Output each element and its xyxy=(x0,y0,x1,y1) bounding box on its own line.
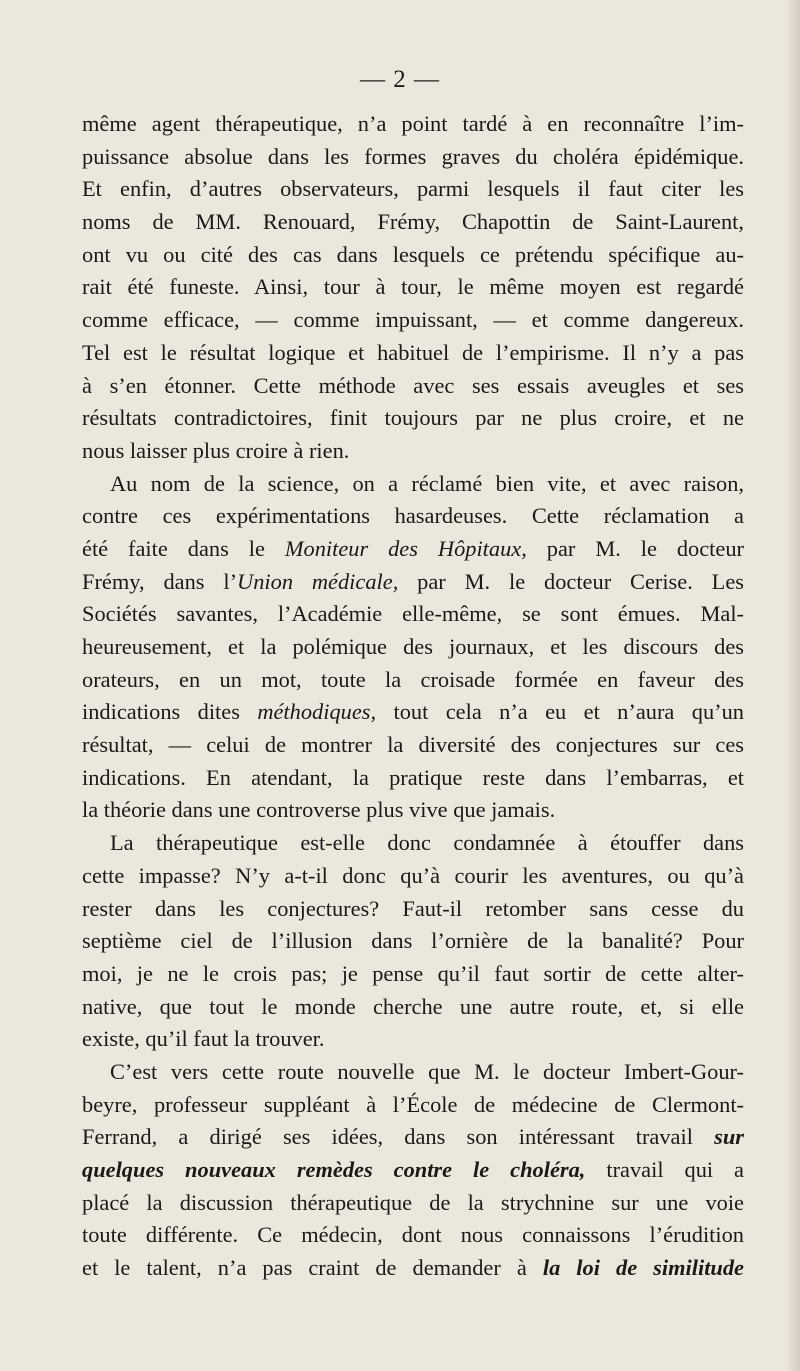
italic-text: sur xyxy=(714,1124,744,1150)
italic-text: méthodiques, xyxy=(257,699,377,725)
text-line xyxy=(82,1121,744,1154)
text-line xyxy=(82,762,744,795)
text-segment: heureusement, et la polémique des journaux, et les discours des xyxy=(82,634,744,659)
text-segment: native, que tout le monde cherche une autre route, et, si elle xyxy=(82,993,744,1019)
text-line xyxy=(82,991,744,1024)
text-segment: indications dites xyxy=(82,699,258,725)
text-line xyxy=(82,598,744,631)
text-line xyxy=(82,304,744,337)
text-segment: rait été funeste. Ainsi, tour à tour, le même moyen est regardé xyxy=(82,274,744,300)
text-line xyxy=(82,1187,744,1220)
text-segment: même agent thérapeutique, n’a point tardé à en reconnaître l’im- xyxy=(82,111,744,136)
text-segment: Et enfin, d’autres observateurs, parmi lesquels il faut citer les xyxy=(82,176,744,202)
text-segment: indications. En atendant, la pratique reste dans l’embarras, et xyxy=(82,764,744,790)
text-line xyxy=(82,500,744,533)
text-segment: Frémy, dans l’ xyxy=(82,568,238,594)
text-line xyxy=(82,239,744,272)
text-segment: tout cela n’a eu et n’aura qu’un xyxy=(376,699,744,725)
text-line xyxy=(82,958,744,991)
text-segment: rester dans les conjectures? Faut-il retomber sans cesse du xyxy=(82,895,744,921)
italic-text: quelques nouveaux remèdes contre le choléra, xyxy=(82,1157,586,1182)
text-line xyxy=(82,206,744,239)
text-segment: résultat, — celui de montrer la diversité des conjectures sur ces xyxy=(82,732,744,758)
text-segment: La thérapeutique est-elle donc condamnée à étouffer dans xyxy=(110,830,744,856)
text-segment: Sociétés savantes, l’Académie elle-même, se sont émues. Mal- xyxy=(82,601,744,627)
text-segment: comme efficace, — comme impuissant, — et comme dangereux. xyxy=(82,307,744,333)
text-segment: travail qui a xyxy=(585,1157,744,1182)
text-line xyxy=(82,337,744,370)
text-line xyxy=(82,1056,744,1089)
body-text xyxy=(82,108,744,1285)
text-segment: nous laisser plus croire à rien. xyxy=(82,437,350,463)
text-line xyxy=(82,827,744,860)
text-line xyxy=(82,1089,744,1122)
text-segment: Tel est le résultat logique et habituel de l’empirisme. Il n’y a pas xyxy=(82,339,744,365)
text-segment: contre ces expérimentations hasardeuses. Cette réclamation a xyxy=(82,503,744,529)
text-segment: moi, je ne le crois pas; je pense qu’il faut sortir de cette alter- xyxy=(82,960,744,986)
text-line xyxy=(82,533,744,566)
italic-text: la loi de similitude xyxy=(542,1255,744,1281)
text-segment: à s’en étonner. Cette méthode avec ses essais aveugles et ses xyxy=(82,372,744,398)
text-line xyxy=(82,173,744,206)
text-segment: Ferrand, a dirigé ses idées, dans son intéressant travail xyxy=(82,1124,715,1150)
text-line xyxy=(82,696,744,729)
text-line xyxy=(82,860,744,893)
text-line xyxy=(82,794,744,827)
italic-text: Moniteur des Hôpitaux, xyxy=(284,535,527,561)
page-number: — 2 — xyxy=(360,66,440,93)
page-edge-shadow xyxy=(786,0,800,1371)
text-segment: cette impasse? N’y a-t-il donc qu’à courir les aventures, ou qu’à xyxy=(82,862,744,888)
text-line xyxy=(82,566,744,599)
text-segment: noms de MM. Renouard, Frémy, Chapottin de Saint-Laurent, xyxy=(82,209,744,235)
text-segment: toute différente. Ce médecin, dont nous connaissons l’érudition xyxy=(82,1222,744,1248)
text-segment: puissance absolue dans les formes graves du choléra épidémique. xyxy=(82,143,744,169)
text-line xyxy=(82,664,744,697)
text-segment: été faite dans le xyxy=(82,535,285,561)
text-line xyxy=(82,1252,744,1285)
text-segment: septième ciel de l’illusion dans l’ornière de la banalité? Pour xyxy=(82,928,744,954)
text-line xyxy=(82,729,744,762)
text-segment: par M. le docteur xyxy=(526,535,744,561)
text-segment: C’est vers cette route nouvelle que M. le docteur Imbert-Gour- xyxy=(110,1058,744,1084)
text-line xyxy=(82,925,744,958)
text-line xyxy=(82,631,744,664)
text-line xyxy=(82,1023,744,1056)
text-segment: Au nom de la science, on a réclamé bien vite, et avec raison, xyxy=(110,470,744,496)
text-line xyxy=(82,1219,744,1252)
text-segment: ont vu ou cité des cas dans lesquels ce prétendu spécifique au- xyxy=(82,241,744,267)
italic-text: Union médicale, xyxy=(237,568,399,594)
text-line xyxy=(82,1154,744,1187)
text-segment: la théorie dans une controverse plus vive que jamais. xyxy=(82,797,556,823)
text-line xyxy=(82,435,744,468)
text-line xyxy=(82,468,744,501)
text-line xyxy=(82,108,744,141)
text-line xyxy=(82,402,744,435)
text-segment: résultats contradictoires, finit toujours par ne plus croire, et ne xyxy=(82,405,744,431)
text-segment: beyre, professeur suppléant à l’École de médecine de Clermont- xyxy=(82,1091,744,1117)
text-segment: existe, qu’il faut la trouver. xyxy=(82,1026,325,1052)
text-line xyxy=(82,370,744,403)
text-segment: et le talent, n’a pas craint de demander à xyxy=(82,1255,543,1281)
text-segment: par M. le docteur Cerise. Les xyxy=(398,568,744,594)
text-line xyxy=(82,893,744,926)
text-segment: placé la discussion thérapeutique de la strychnine sur une voie xyxy=(82,1189,744,1215)
text-segment: orateurs, en un mot, toute la croisade formée en faveur des xyxy=(82,666,744,692)
text-line xyxy=(82,271,744,304)
text-line xyxy=(82,141,744,174)
